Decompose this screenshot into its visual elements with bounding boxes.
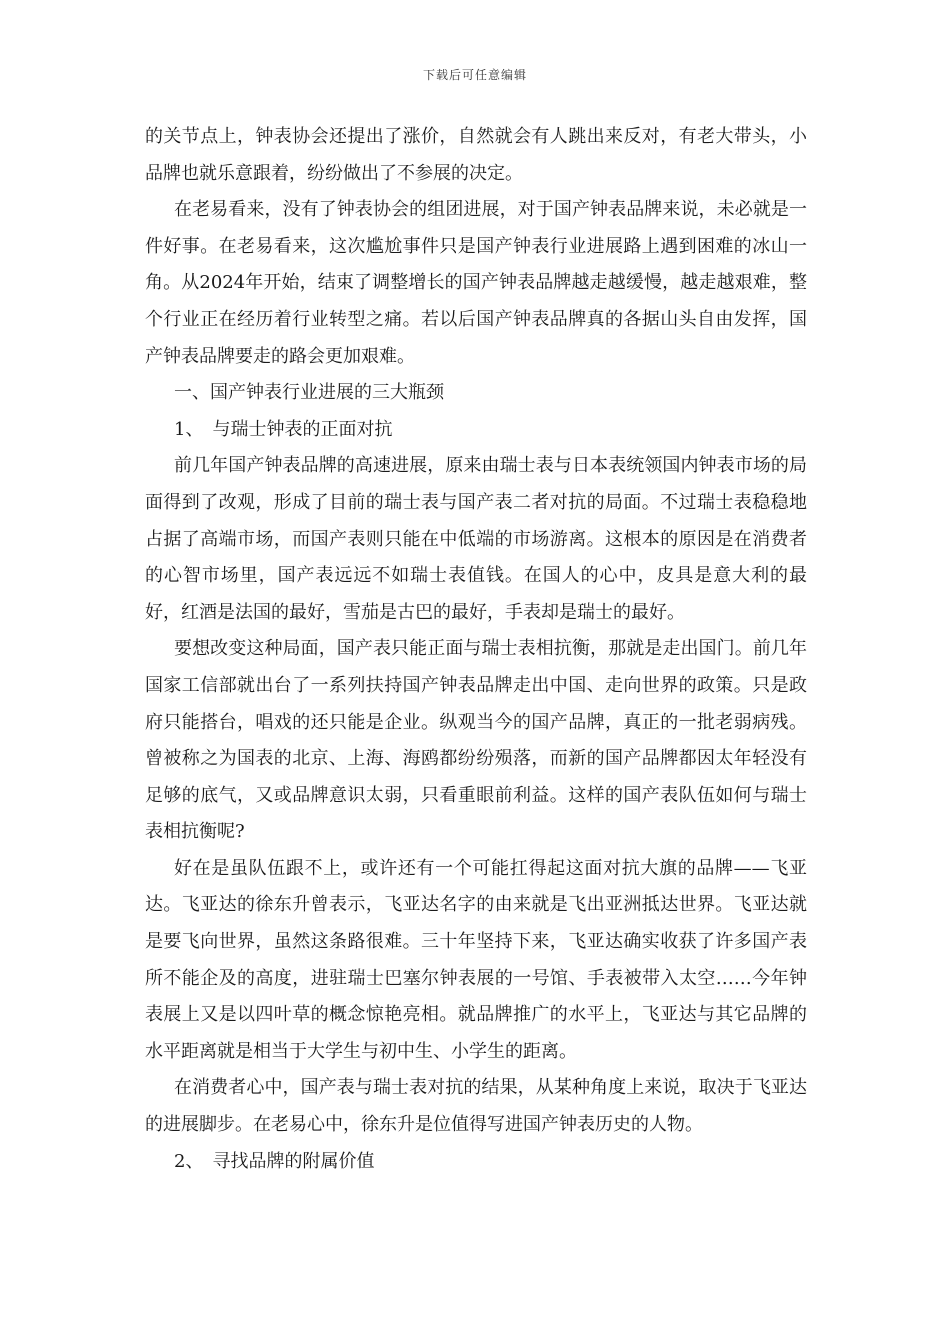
paragraph-conclusion: 在消费者心中，国产表与瑞士表对抗的结果，从某种角度上来说，取决于飞亚达的进展脚步。在老易心中，徐东升是位值得写进国产钟表历史的人物。 (145, 1077, 807, 1136)
paragraph-going-global: 要想改变这种局面，国产表只能正面与瑞士表相抗衡，那就是走出国门。前几年国家工信部就出台了一系列扶持国产钟表品牌走出中国、走向世界的政策。只是政府只能搭台，唱戏的还只能是企业。纵观当今的国产品牌，真正的一批老弱病残。曾被称之为国表的北京、上海、海鸥都纷纷殒落，而新的国产品牌都因太年轻没有足够的底气，又或品牌意识太弱，只看重眼前利益。这样的国产表队伍如何与瑞士表相抗衡呢? (145, 638, 807, 843)
paragraph-continuation: 的关节点上，钟表协会还提出了涨价，自然就会有人跳出来反对，有老大带头，小品牌也就乐意跟着，纷纷做出了不参展的决定。 (145, 126, 807, 184)
subheading-swiss-confrontation: 1、 与瑞士钟表的正面对抗 (174, 418, 393, 440)
subheading-brand-value: 2、 寻找品牌的附属价值 (174, 1150, 375, 1172)
paragraph-market-situation: 前几年国产钟表品牌的高速进展，原来由瑞士表与日本表统领国内钟表市场的局面得到了改观，形成了目前的瑞士表与国产表二者对抗的局面。不过瑞士表稳稳地占据了高端市场，而国产表则只能在中低端的市场游离。这根本的原因是在消费者的心智市场里，国产表远远不如瑞士表值钱。在国人的心中，皮具是意大利的最好，红酒是法国的最好，雪茄是古巴的最好，手表却是瑞士的最好。 (145, 455, 807, 623)
page-header: 下载后可任意编辑 (422, 68, 527, 82)
paragraph-industry-view: 在老易看来，没有了钟表协会的组团进展，对于国产钟表品牌来说，未必就是一件好事。在老易看来，这次尴尬事件只是国产钟表行业进展路上遇到困难的冰山一角。从2024年开始，结束了调整增长的国产钟表品牌越走越缓慢，越走越艰难，整个行业正在经历着行业转型之痛。若以后国产钟表品牌真的各据山头自由发挥，国产钟表品牌要走的路会更加艰难。 (145, 199, 807, 367)
paragraph-fiyta: 好在是虽队伍跟不上，或许还有一个可能扛得起这面对抗大旗的品牌——飞亚达。飞亚达的徐东升曾表示，飞亚达名字的由来就是飞出亚洲抵达世界。飞亚达就是要飞向世界，虽然这条路很难。三十年坚持下来，飞亚达确实收获了许多国产表所不能企及的高度，进驻瑞士巴塞尔钟表展的一号馆、手表被带入太空……今年钟表展上又是以四叶草的概念惊艳亮相。就品牌推广的水平上，飞亚达与其它品牌的水平距离就是相当于大学生与初中生、小学生的距离。 (145, 857, 807, 1062)
section-heading-bottlenecks: 一、国产钟表行业进展的三大瓶颈 (174, 382, 444, 404)
document-body (145, 119, 807, 1180)
